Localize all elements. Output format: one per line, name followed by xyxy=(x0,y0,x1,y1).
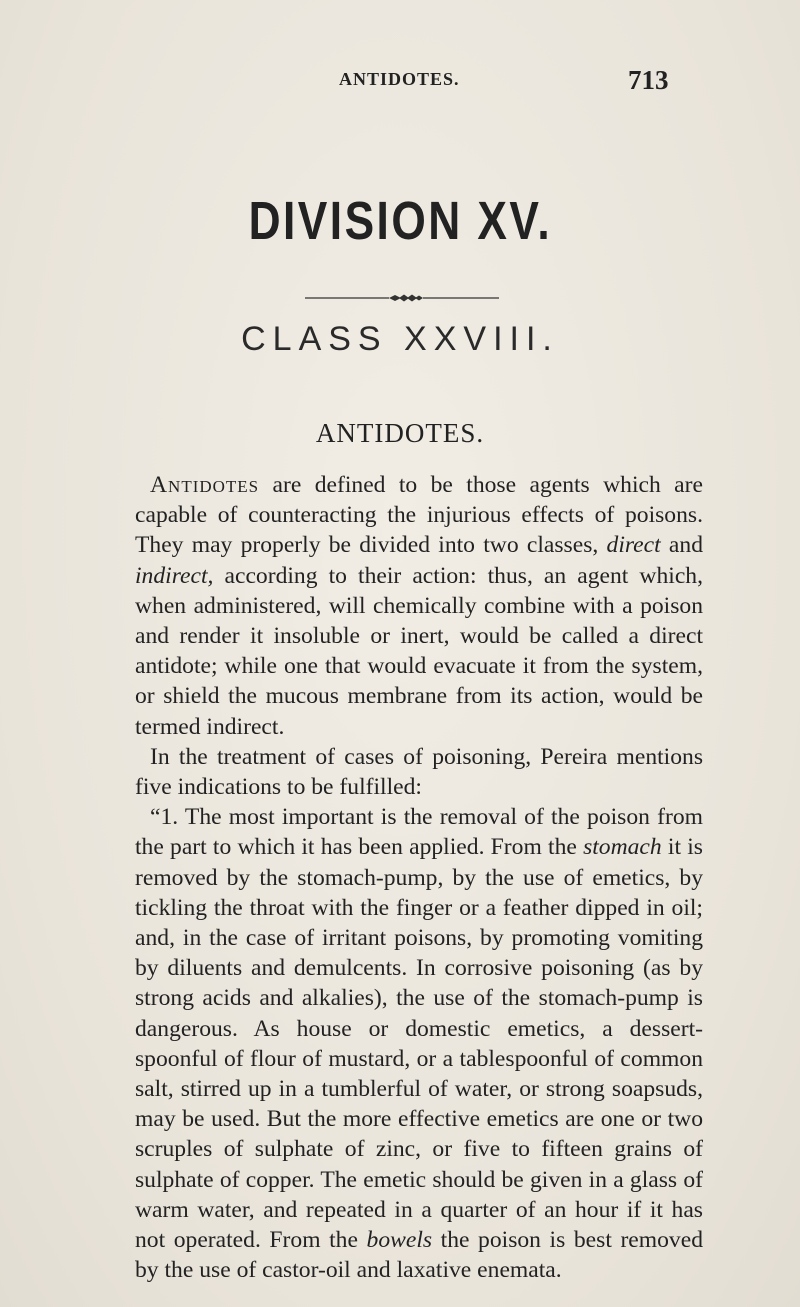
paragraph-text: and xyxy=(660,532,703,559)
paragraph-text: are defined to be those agents which are capable of counteracting the injurious effects of poisons. They may properly be divided into two classes, xyxy=(135,472,703,559)
lead-word: Antidotes xyxy=(150,472,260,498)
emphasis-bowels: bowels xyxy=(366,1227,433,1254)
division-title: DIVISION XV. xyxy=(248,191,553,251)
paragraph-text: “1. The most important is the removal of the poison from the part to which it has been applied. From the xyxy=(135,804,703,861)
ornament-rule xyxy=(305,293,499,303)
emphasis-indirect: indirect, xyxy=(135,562,214,589)
paragraph-text: according to their action: thus, an agent which, when administered, will chemically combine with a poison and render it insoluble or inert, would be called a direct antidote; while one that would evacuate it from the system, or shield the mucous membrane from its action, would be termed indirect. xyxy=(135,562,703,740)
class-title: CLASS XXVIII. xyxy=(241,320,559,358)
paragraph-indications: In the treatment of cases of poisoning, Pereira mentions five indications to be fulfilled: xyxy=(135,743,703,801)
paragraph-text: it is removed by the stomach-pump, by the use of emetics, by tickling the throat with the finger or a feather dipped in oil; and, in the case of irritant poisons, by promoting vomiting by diluents and demulcents. In corrosive poisoning (as by strong acids and alkalies), the use of the stomach-pump is dangerous. As house or domestic emetics, a dessert-spoonful of flour of mustard, or a tablespoonful of common salt, stirred up in a tumblerful of water, or strong soapsuds, may be used. But the more effective emetics are one or two scruples of sulphate of zinc, or five to fifteen grains of sulphate of copper. The emetic should be given in a glass of warm water, and repeated in a quarter of an hour if it has not operated. From the xyxy=(135,834,703,1254)
paragraph-removal xyxy=(135,802,703,1285)
section-heading: ANTIDOTES. xyxy=(315,418,485,448)
running-head xyxy=(0,65,800,105)
paragraph-text: the poison is best removed by the use of castor-oil and laxative enemata. xyxy=(135,1227,703,1284)
page-number: 713 xyxy=(628,65,669,95)
running-title: ANTIDOTES. xyxy=(339,69,460,89)
body-text xyxy=(135,470,703,1285)
emphasis-stomach: stomach xyxy=(583,834,662,861)
emphasis-direct: direct xyxy=(606,532,661,559)
paragraph-definition xyxy=(135,470,703,742)
